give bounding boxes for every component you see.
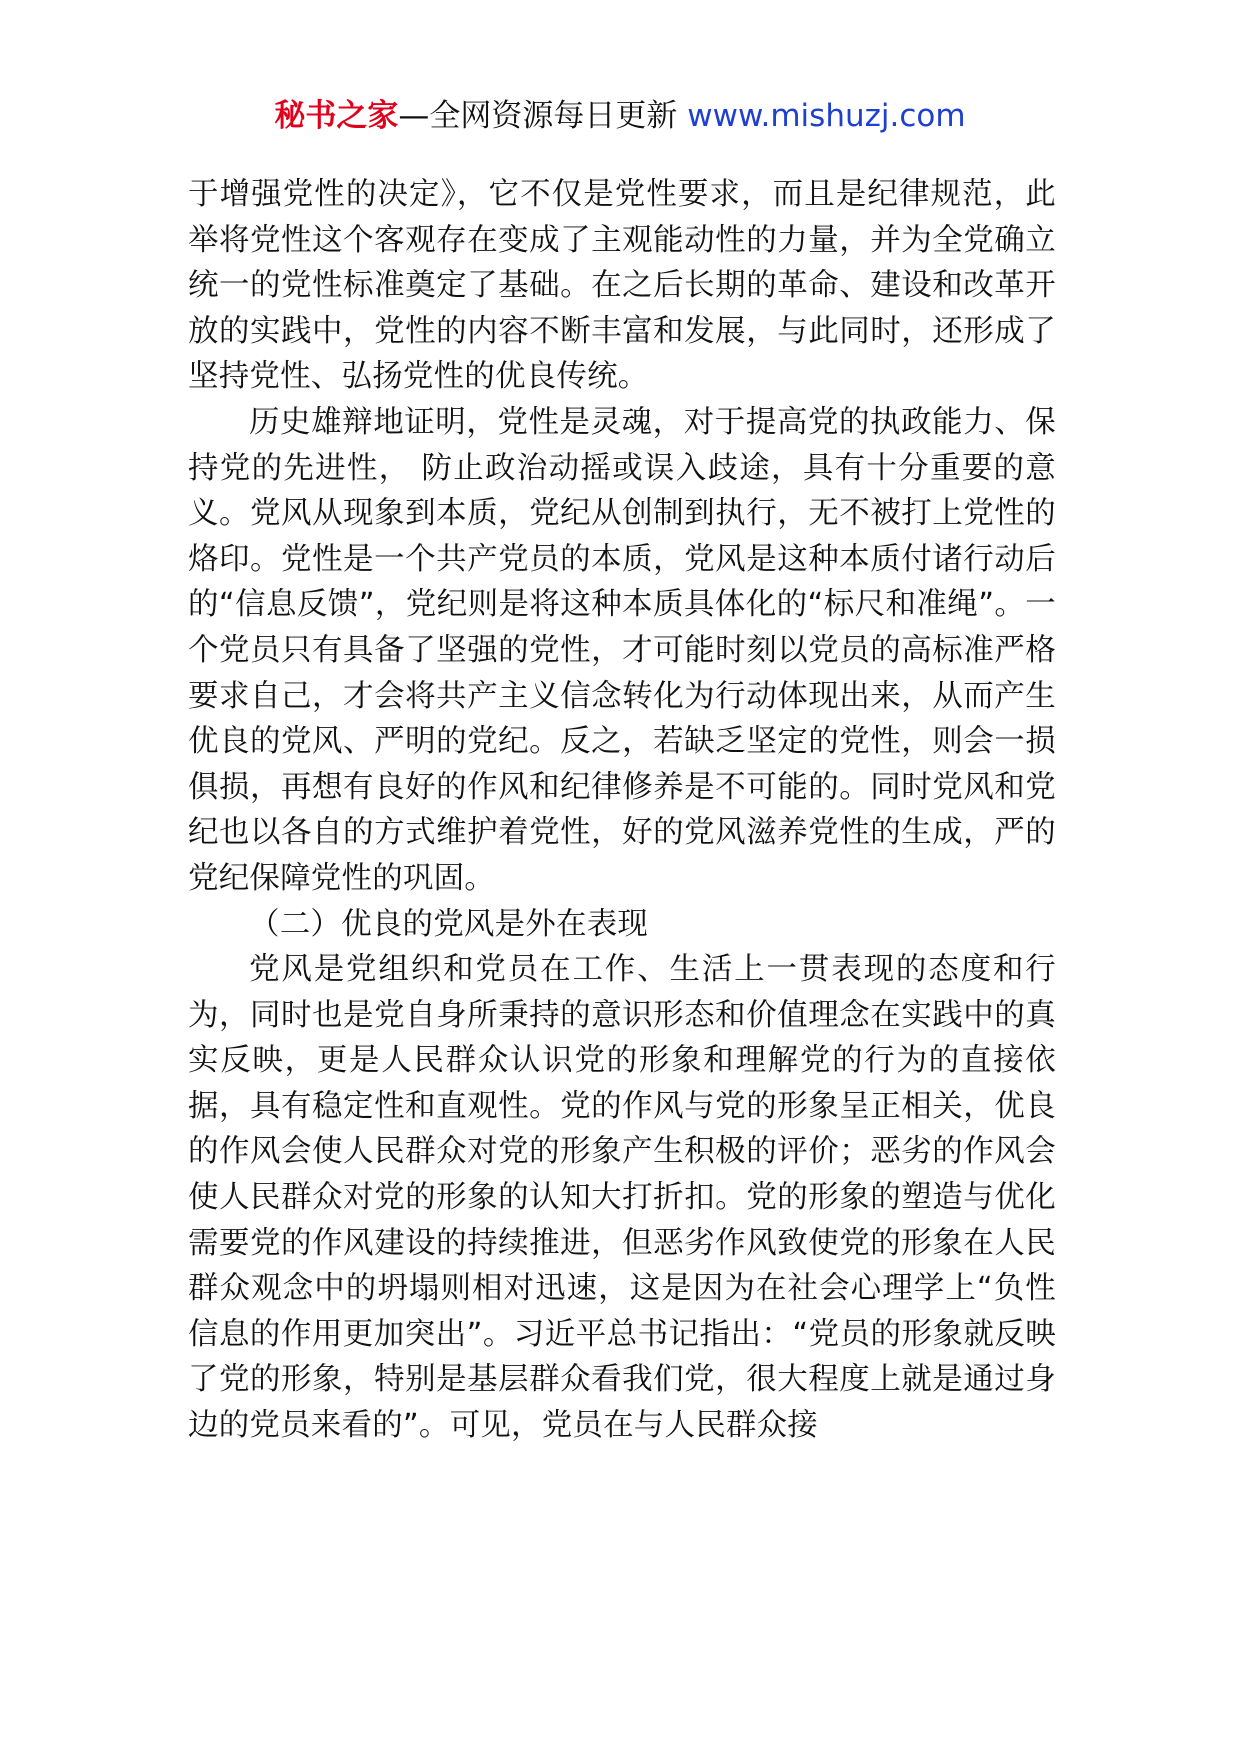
- site-brand: 秘书之家: [274, 98, 399, 134]
- site-url[interactable]: www.mishuzj.com: [687, 98, 966, 134]
- document-body: [188, 172, 1056, 1449]
- paragraph-party-style: 党风是党组织和党员在工作、生活上一贯表现的态度和行为，同时也是党自身所秉持的意识形态和价值理念在实践中的真实反映，更是人民群众认识党的形象和理解党的行为的直接依据，具有稳定性和直观性。党的作风与党的形象呈正相关，优良的作风会使人民群众对党的形象产生积极的评价；恶劣的作风会使人民群众对党的形象的认知大打折扣。党的形象的塑造与优化需要党的作风建设的持续推进，但恶劣作风致使党的形象在人民群众观念中的坍塌则相对迅速，这是因为在社会心理学上“负性信息的作用更加突出”。习近平总书记指出：“党员的形象就反映了党的形象，特别是基层群众看我们党，很大程度上就是通过身边的党员来看的”。可见，党员在与人民群众接: [188, 952, 1056, 1444]
- section-heading: （二）优良的党风是外在表现: [249, 906, 649, 942]
- page-header: [0, 96, 1240, 136]
- paragraph-history: 历史雄辩地证明，党性是灵魂，对于提高党的执政能力、保持党的先进性， 防止政治动摇或误入歧途，具有十分重要的意义。党风从现象到本质，党纪从创制到执行，无不被打上党性的烙印。党性是一个共产党员的本质，党风是这种本质付诸行动后的“信息反馈”，党纪则是将这种本质具体化的“标尺和准绳”。一个党员只有具备了坚强的党性，才可能时刻以党员的高标准严格要求自己，才会将共产主义信念转化为行动体现出来，从而产生优良的党风、严明的党纪。反之，若缺乏坚定的党性，则会一损俱损，再想有良好的作风和纪律修养是不可能的。同时党风和党纪也以各自的方式维护着党性，好的党风滋养党性的生成，严的党纪保障党性的巩固。: [188, 404, 1056, 896]
- site-tagline: —全网资源每日更新: [398, 98, 678, 134]
- paragraph-continued: 于增强党性的决定》，它不仅是党性要求，而且是纪律规范，此举将党性这个客观存在变成了主观能动性的力量，并为全党确立统一的党性标准奠定了基础。在之后长期的革命、建设和改革开放的实践中，党性的内容不断丰富和发展，与此同时，还形成了坚持党性、弘扬党性的优良传统。: [188, 177, 1056, 395]
